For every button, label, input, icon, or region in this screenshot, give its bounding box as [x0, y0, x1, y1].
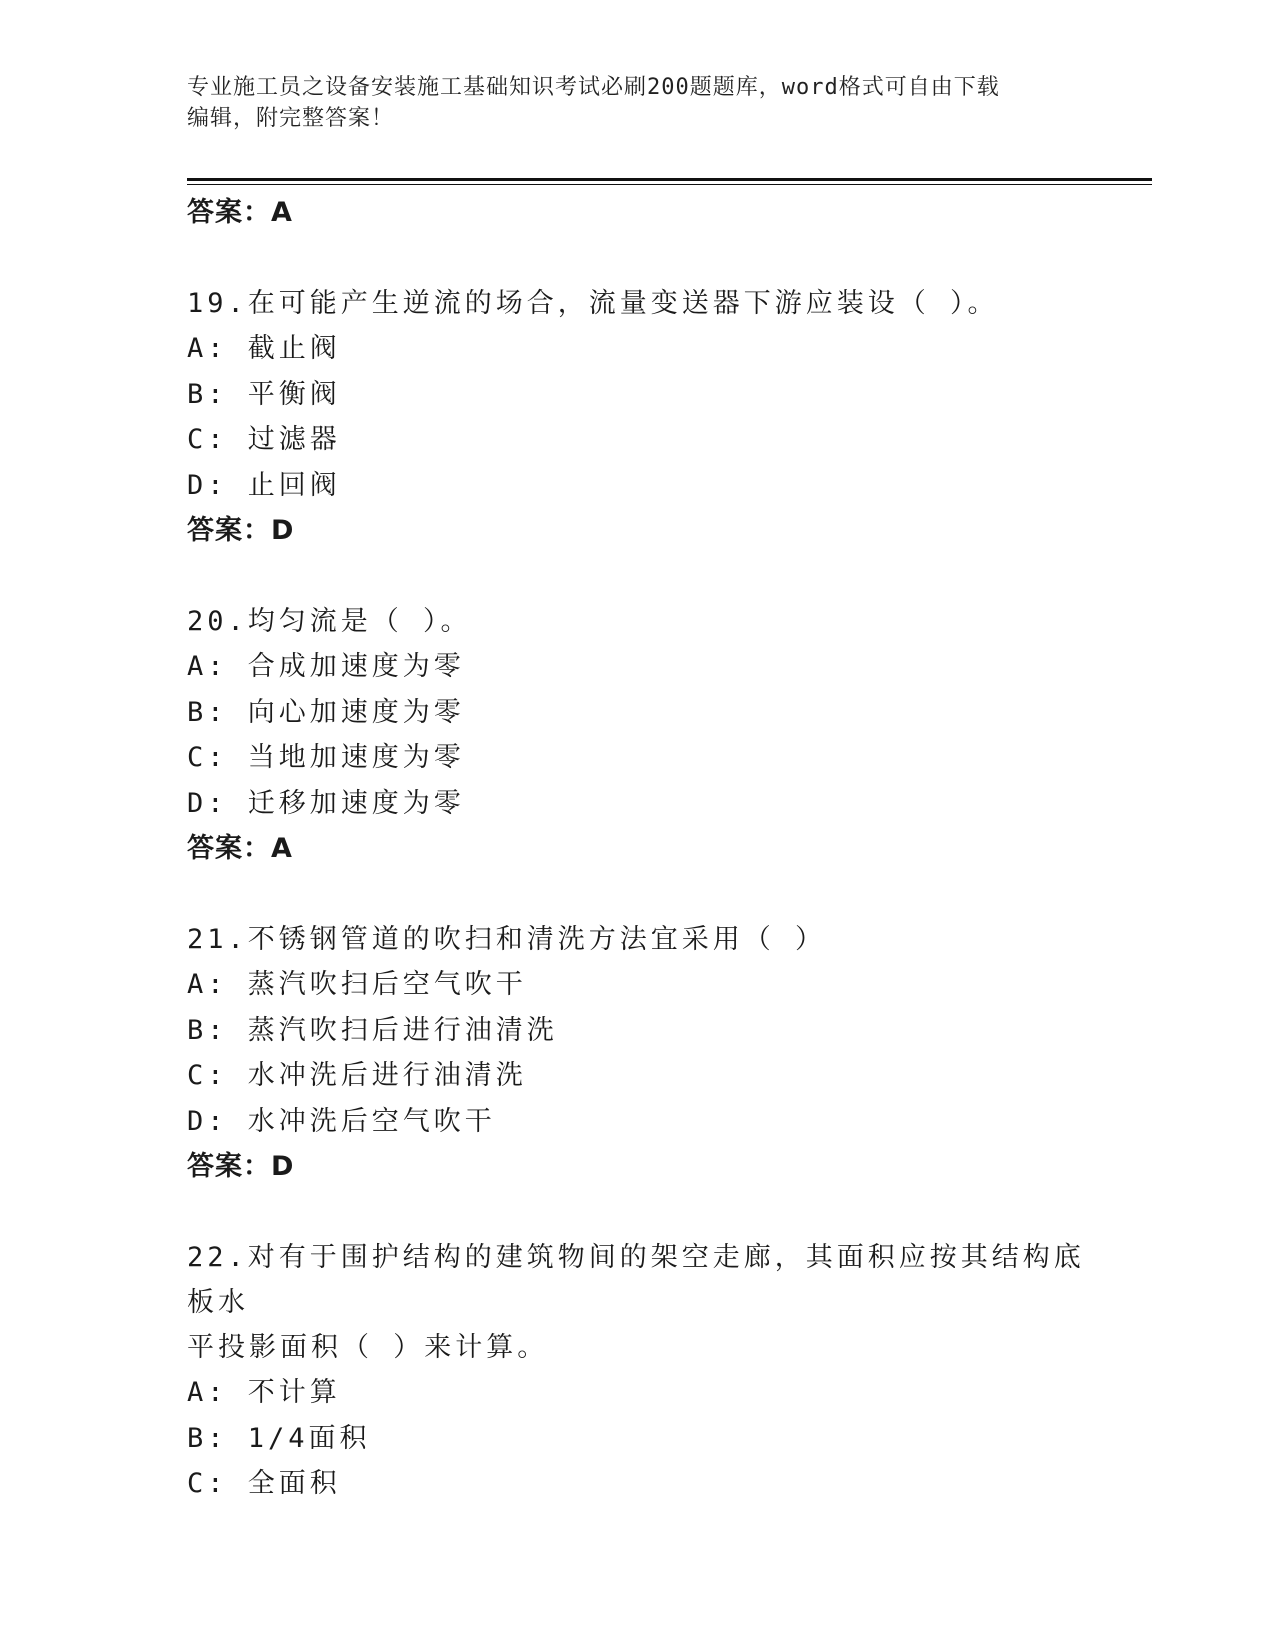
- question-22: [187, 1235, 1107, 1507]
- question-text: 20.均匀流是（ ）。: [187, 606, 472, 637]
- question-20: [187, 599, 1107, 871]
- answer: 答案：D: [187, 515, 295, 546]
- header-line-2: 编辑，附完整答案！: [187, 106, 395, 131]
- option-c: C: 全面积: [187, 1468, 341, 1499]
- option-c: C: 当地加速度为零: [187, 742, 465, 773]
- question-text-line-2: 平投影面积（ ）来计算。: [187, 1332, 549, 1363]
- header-line-1: 专业施工员之设备安装施工基础知识考试必刷200题题库，word格式可自由下载: [187, 75, 1000, 100]
- question-text: 21.不锈钢管道的吹扫和清洗方法宜采用（ ）: [187, 924, 827, 955]
- question-19: [187, 281, 1107, 553]
- answer-previous: 答案：A: [187, 197, 293, 228]
- option-b: B: 平衡阀: [187, 378, 341, 410]
- answer: 答案：D: [187, 1151, 295, 1182]
- question-21: [187, 917, 1107, 1189]
- header-divider-thick: [187, 178, 1152, 181]
- option-b: B: 蒸汽吹扫后进行油清洗: [187, 1014, 558, 1046]
- question-text-line-1: 22.对有于围护结构的建筑物间的架空走廊，其面积应按其结构底板水: [187, 1242, 1085, 1318]
- header-divider-thin: [187, 184, 1152, 185]
- option-a: A: 蒸汽吹扫后空气吹干: [187, 969, 527, 1000]
- option-a: A: 合成加速度为零: [187, 651, 465, 682]
- option-b: B: 向心加速度为零: [187, 696, 465, 728]
- option-d: D: 迁移加速度为零: [187, 787, 465, 819]
- option-a: A: 不计算: [187, 1377, 341, 1408]
- option-c: C: 水冲洗后进行油清洗: [187, 1060, 527, 1091]
- option-a: A: 截止阀: [187, 333, 341, 364]
- option-b: B: 1/4面积: [187, 1422, 371, 1454]
- option-d: D: 水冲洗后空气吹干: [187, 1105, 496, 1137]
- document-header: [187, 72, 1087, 134]
- option-c: C: 过滤器: [187, 424, 341, 455]
- answer: 答案：A: [187, 833, 293, 864]
- question-text: 19.在可能产生逆流的场合，流量变送器下游应装设（ ）。: [187, 288, 999, 319]
- document-body: [187, 190, 1107, 1507]
- option-d: D: 止回阀: [187, 469, 341, 501]
